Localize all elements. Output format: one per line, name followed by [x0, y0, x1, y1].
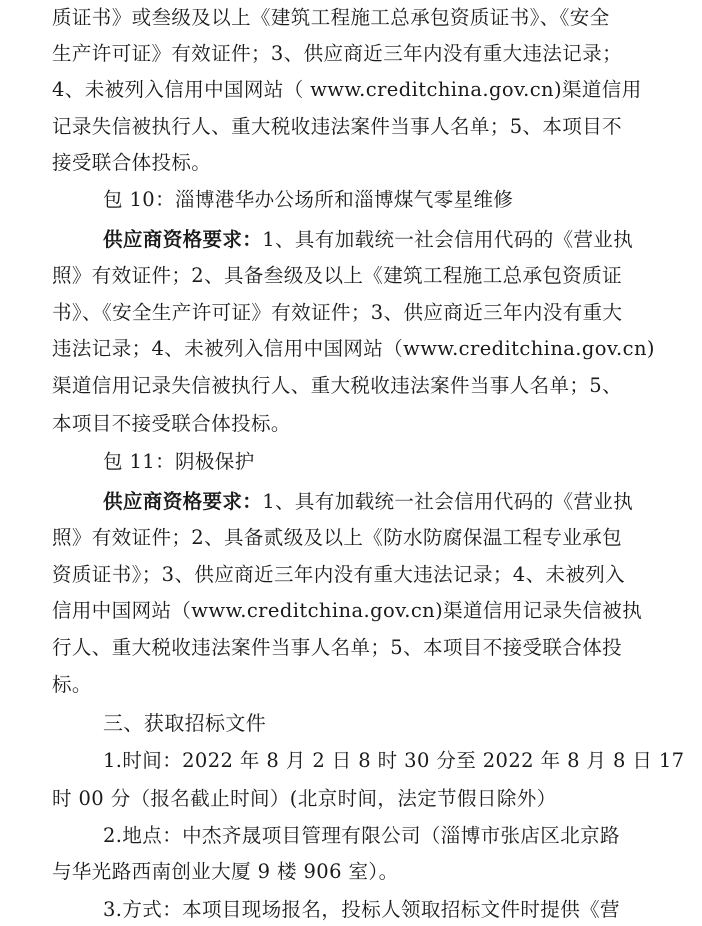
text-line: 行人、重大税收违法案件当事人名单；5、本项目不接受联合体投	[52, 636, 623, 659]
text-line: 接受联合体投标。	[52, 151, 212, 174]
text-line: 照》有效证件；2、具备叁级及以上《建筑工程施工总承包资质证	[52, 264, 623, 287]
text-line: 1、具有加载统一社会信用代码的《营业执	[262, 228, 634, 251]
qualification-label: 供应商资格要求：	[103, 228, 263, 251]
qualification-label: 供应商资格要求：	[103, 490, 263, 513]
package-10-title: 包 10：淄博港华办公场所和淄博煤气零星维修	[103, 188, 514, 211]
text-line: 资质证书》；3、供应商近三年内没有重大违法记录；4、未被列入	[52, 563, 626, 586]
section-heading: 三、获取招标文件	[103, 711, 267, 735]
text-line: 与华光路西南创业大厦 9 楼 906 室）。	[52, 860, 399, 883]
text-line: 质证书》或叁级及以上《建筑工程施工总承包资质证书》、《安全	[52, 6, 610, 29]
text-line: 书》、《安全生产许可证》有效证件；3、供应商近三年内没有重大	[52, 301, 623, 324]
text-line: 1.时间：2022 年 8 月 2 日 8 时 30 分至 2022 年 8 月 8 日 17	[103, 749, 685, 772]
text-line: 时 00 分（报名截止时间）(北京时间，法定节假日除外）	[52, 787, 557, 810]
package-11-title: 包 11：阴极保护	[103, 450, 255, 473]
text-line: 1、具有加载统一社会信用代码的《营业执	[262, 490, 634, 513]
text-line: 照》有效证件；2、具备贰级及以上《防水防腐保温工程专业承包	[52, 526, 623, 549]
qualification-paragraph-10	[103, 228, 702, 252]
text-line: 2.地点：中杰齐晟项目管理有限公司（淄博市张店区北京路	[103, 824, 620, 847]
text-line: 生产许可证》有效证件；3、供应商近三年内没有重大违法记录；	[52, 42, 623, 65]
qualification-paragraph-11	[103, 490, 702, 514]
text-line: 记录失信被执行人、重大税收违法案件当事人名单；5、本项目不	[52, 115, 623, 138]
text-line: 渠道信用记录失信被执行人、重大税收违法案件当事人名单；5、	[52, 374, 623, 397]
text-line: 4、未被列入信用中国网站（ www.creditchina.gov.cn)渠道信用	[52, 78, 642, 101]
text-line: 信用中国网站（www.creditchina.gov.cn)渠道信用记录失信被执	[52, 599, 643, 622]
text-line: 违法记录；4、未被列入信用中国网站（www.creditchina.gov.cn)	[52, 337, 655, 360]
text-line: 本项目不接受联合体投标。	[52, 412, 291, 435]
text-line: 3.方式：本项目现场报名，投标人领取招标文件时提供《营	[103, 898, 620, 921]
text-line: 标。	[52, 673, 92, 696]
